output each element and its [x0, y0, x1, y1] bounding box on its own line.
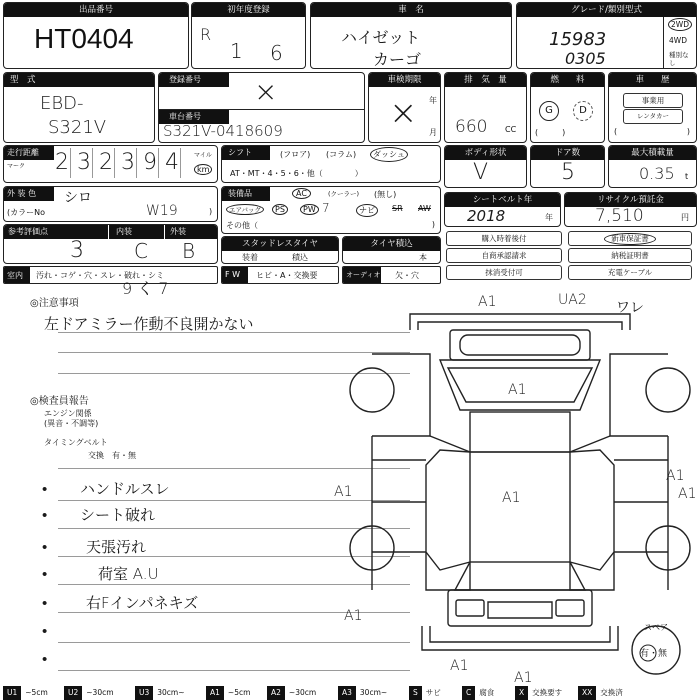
audio-box	[342, 266, 441, 284]
legend-item	[135, 686, 205, 700]
mileage-digit: 3	[76, 148, 93, 178]
report-item-3: 天張汚れ	[86, 538, 147, 556]
interior-box	[3, 266, 218, 284]
legend-value: 交換済	[600, 688, 623, 697]
legend-value: 30cm~	[359, 688, 388, 697]
windshield-label: F W	[225, 270, 241, 279]
note-line-1: 左ドアミラー作動不良開かない	[44, 315, 254, 333]
fuel-paren: ( )	[535, 128, 566, 137]
history-paren-open: (	[614, 127, 618, 136]
equip-ps-text: PS	[275, 205, 285, 214]
displacement-value: 660	[455, 117, 488, 137]
grade-label: グレード/類別型式	[517, 3, 696, 17]
interior-items: 汚れ・コゲ・穴・スレ・破れ・シミ	[36, 271, 164, 280]
doors-box	[530, 145, 605, 188]
legend-value: ~30cm	[86, 688, 114, 697]
legend-key: S	[409, 686, 422, 700]
doc-item-5: 納税証明書	[568, 248, 692, 263]
color-box	[3, 186, 218, 222]
legend-item	[338, 686, 408, 700]
history-rental: レンタカー	[623, 109, 683, 124]
shift-floor-text: フロア	[283, 150, 308, 159]
color-code-close: )	[209, 207, 213, 216]
lot-number-box	[3, 2, 189, 69]
legend-item	[515, 686, 577, 700]
studless-opt1: 装着	[242, 253, 258, 262]
tire-load-box	[342, 236, 441, 264]
studless-opt2: 積込	[292, 253, 308, 262]
legend-item	[3, 686, 63, 700]
damage-mark-5: A1	[334, 484, 353, 500]
equip-none-text: 無し	[377, 190, 394, 199]
first-registration-box	[191, 2, 306, 69]
fuel-g	[539, 101, 559, 121]
model-value-1: EBD-	[40, 93, 84, 114]
mileage-digit: 9	[142, 148, 159, 178]
studless-box	[221, 236, 339, 264]
evaluation-box	[3, 224, 218, 264]
equip-ps	[272, 204, 288, 215]
equipment-label: 装備品	[228, 189, 252, 198]
report-bullet-6: •	[42, 622, 48, 640]
color-code-label: (カラーNo	[7, 208, 45, 217]
legend-value: ~5cm	[25, 688, 48, 697]
legend-item	[578, 686, 642, 700]
car-diagram	[330, 290, 700, 686]
evaluation-value: 3	[70, 238, 84, 263]
report-bullet-7: •	[42, 650, 48, 668]
legend-value: サビ	[425, 688, 441, 697]
registration-month: 6	[270, 41, 283, 65]
studless-label: スタッドレスタイヤ	[222, 237, 338, 251]
doc-item-2: 自商承認請求	[446, 248, 562, 263]
legend-value: ~5cm	[227, 688, 251, 697]
legend-key: U3	[135, 686, 153, 700]
inspection-label: 車検期限	[369, 73, 440, 87]
shift-dash-text: ダッシュ	[373, 150, 405, 159]
doc-item-4-text: 新車保証書	[604, 233, 656, 245]
grade-value: 15983	[549, 29, 607, 50]
car-name-label: 車 名	[311, 3, 511, 17]
car-name-sub: カーゴ	[373, 50, 422, 69]
car-name-value: ハイゼット	[341, 28, 421, 47]
doors-label: ドア数	[531, 146, 604, 160]
color-code-value: W19	[146, 203, 178, 219]
exterior-grade-label: 外装	[170, 227, 186, 236]
mileage-miles: マイル	[194, 152, 212, 159]
inspection-year-unit: 年	[429, 96, 437, 105]
doc-item-4	[568, 231, 692, 246]
recycle-box	[564, 192, 697, 227]
model-box	[3, 72, 155, 143]
displacement-label: 排 気 量	[445, 73, 526, 87]
registration-era: R	[200, 25, 212, 44]
report-bullet-5: • 右Fインパネキズ	[42, 594, 199, 612]
fuel-g-text: G	[545, 105, 553, 116]
legend-value: 腐食	[479, 688, 495, 697]
legend-key: X	[515, 686, 528, 700]
displacement-box	[444, 72, 527, 143]
recycle-unit: 円	[681, 213, 689, 222]
damage-mark-1: A1	[478, 294, 497, 310]
model-value-2: S321V	[48, 117, 107, 138]
first-registration-label: 初年度登録	[192, 3, 305, 17]
capacity-value: 0.35	[639, 164, 675, 183]
windshield-box	[221, 266, 339, 284]
equip-ac-text: AC	[296, 189, 307, 198]
equip-cooler: (クーラー)	[328, 190, 360, 198]
doc-item-3: 抹消受付可	[446, 265, 562, 280]
equip-aw: AW	[418, 204, 431, 213]
chassis-number-label: 車台番号	[169, 112, 201, 121]
grade-box	[516, 2, 697, 69]
equip-pw-count: 7	[322, 201, 330, 215]
equip-navi	[356, 204, 378, 217]
shift-column-text: コラム	[329, 150, 354, 159]
report-item-5: 右Fインパネキズ	[86, 594, 199, 612]
fuel-d-text: D	[579, 105, 587, 116]
fuel-d	[573, 101, 593, 121]
legend-key: XX	[578, 686, 596, 700]
body-type-box	[444, 145, 527, 188]
drive-4wd: 4WD	[669, 36, 687, 45]
report-bullet-3: • 天張汚れ	[42, 538, 147, 556]
history-label: 車 歴	[609, 73, 696, 87]
report-bullet-1: • ハンドルスレ	[42, 480, 170, 498]
notes-title: ◎注意事項	[30, 298, 79, 309]
damage-mark-10: A1	[450, 658, 469, 674]
registration-number-mark: ×	[254, 75, 278, 108]
doors-value: 5	[561, 160, 575, 185]
equip-pw-text: PW	[303, 205, 316, 214]
damage-mark-8: A1	[344, 608, 363, 624]
equipment-box	[221, 186, 441, 234]
inspection-box	[368, 72, 441, 143]
mileage-box	[3, 145, 218, 183]
equip-other: その他（	[226, 221, 258, 230]
damage-mark-4: A1	[508, 382, 527, 398]
tire-load-label: タイヤ積込	[343, 237, 440, 251]
doc-item-6: 充電ケーブル	[568, 265, 692, 280]
drive-2wd-text: 2WD	[671, 20, 689, 29]
interior-grade-value: C	[134, 239, 148, 263]
report-item-1: ハンドルスレ	[80, 480, 170, 498]
capacity-box	[608, 145, 697, 188]
color-label: 外 装 色	[7, 189, 37, 198]
capacity-label: 最大積載量	[609, 146, 696, 160]
legend-item	[267, 686, 337, 700]
history-box	[608, 72, 697, 143]
shift-box	[221, 145, 441, 183]
equip-airbag	[226, 204, 264, 215]
legend-item	[206, 686, 266, 700]
recycle-value: 7,510	[595, 206, 644, 226]
equip-none: (無し)	[374, 190, 397, 199]
registration-number-box	[158, 72, 365, 143]
interior-marks: 9 く 7	[122, 279, 169, 298]
drive-none: 種別なし	[669, 51, 689, 67]
lot-number-label: 出品番号	[4, 3, 188, 17]
color-value: シロ	[64, 190, 92, 206]
inspection-mark: ×	[389, 93, 418, 133]
damage-mark-7: A1	[666, 468, 685, 484]
shift-row2: AT・MT・4・5・6・他（ ）	[230, 169, 363, 178]
windshield-items: ヒビ・A・交換要	[256, 271, 318, 280]
report-item-2: シート破れ	[80, 506, 156, 524]
shift-floor: (フロア)	[280, 150, 311, 159]
damage-mark-11: A1	[514, 670, 533, 686]
fuel-label: 燃 料	[531, 73, 604, 87]
legend-key: A3	[338, 686, 356, 700]
report-title: ◎検査員報告	[30, 396, 89, 407]
legend-value: 交換要す	[532, 688, 563, 697]
audio-items: 欠・穴	[395, 271, 419, 280]
equip-other-close: )	[431, 220, 435, 229]
seatbelt-box	[444, 192, 561, 227]
shift-label: シフト	[228, 148, 252, 157]
capacity-unit: t	[685, 172, 689, 181]
mileage-digit: 3	[120, 148, 137, 178]
body-type-label: ボディ形状	[445, 146, 526, 160]
legend-item	[462, 686, 514, 700]
body-type-value: V	[473, 160, 489, 185]
report-item-4: 荷室 A.U	[98, 565, 159, 583]
interior-label: 室内	[7, 271, 23, 280]
mileage-digit: 4	[164, 148, 181, 178]
engine-sub: (異音・不調等)	[44, 419, 99, 428]
damage-mark-2: UA2	[558, 292, 587, 308]
mileage-digit: 2	[98, 148, 115, 178]
model-label: 型 式	[4, 73, 154, 87]
registration-number-label: 登録番号	[169, 75, 201, 84]
timing-label: タイミングベルト	[44, 438, 108, 447]
seatbelt-label: シートベルト年	[445, 193, 560, 207]
seatbelt-unit: 年	[545, 213, 553, 222]
equip-ac	[292, 188, 311, 199]
report-bullet-2: • シート破れ	[42, 506, 156, 524]
legend-key: U2	[64, 686, 82, 700]
legend-value: 30cm~	[157, 688, 185, 697]
report-bullet-4: • 荷室 A.U	[42, 565, 159, 583]
inspection-month-unit: 月	[429, 128, 437, 137]
interior-grade-label: 内装	[116, 227, 132, 236]
legend-item	[64, 686, 134, 700]
displacement-unit: CC	[505, 125, 517, 134]
history-paren-close: )	[686, 127, 690, 136]
legend-item	[409, 686, 461, 700]
lot-number-value: HT0404	[34, 23, 134, 54]
mileage-km-text: km	[197, 165, 210, 174]
doc-item-1: 購入時着後付	[446, 231, 562, 246]
history-business: 事業用	[623, 93, 683, 108]
evaluation-label: 参考評価点	[8, 227, 48, 236]
engine-label: エンジン関係	[44, 409, 92, 418]
exterior-grade-value: B	[182, 239, 196, 263]
type-value: 0305	[565, 49, 606, 68]
drive-2wd	[668, 18, 692, 31]
legend-value: ~30cm	[288, 688, 317, 697]
registration-year: 1	[230, 39, 243, 63]
equip-pw	[300, 204, 319, 215]
shift-column: (コラム)	[326, 150, 357, 159]
legend-key: U1	[3, 686, 21, 700]
legend-key: C	[462, 686, 475, 700]
recycle-label: リサイクル預託金	[565, 193, 696, 207]
mileage-mark-label: マーク	[7, 163, 26, 170]
equip-airbag-text: エアバッグ	[229, 206, 261, 214]
legend-key: A2	[267, 686, 285, 700]
spare-label: スペア	[644, 623, 668, 632]
timing-value: 交換 有・無	[88, 451, 136, 460]
chassis-number-value: S321V-0418609	[163, 122, 283, 140]
spare-value: 有・無	[640, 649, 668, 659]
mileage-km	[194, 164, 212, 175]
fuel-box	[530, 72, 605, 143]
mileage-label: 走行距離	[7, 148, 39, 157]
shift-dash	[370, 147, 408, 162]
damage-mark-6: A1	[502, 490, 521, 506]
mileage-digit: 2	[54, 148, 71, 178]
damage-mark-9: A1	[678, 486, 697, 502]
audio-label: オーディオ	[346, 271, 381, 279]
seatbelt-value: 2018	[467, 207, 506, 225]
car-name-box	[310, 2, 512, 69]
documents-box	[444, 230, 697, 282]
tire-load-unit: 本	[419, 253, 427, 262]
legend-key: A1	[206, 686, 224, 700]
damage-mark-3: ワレ	[616, 300, 644, 316]
equip-cooler-text: クーラー	[330, 190, 357, 198]
equip-navi-text: ナビ	[359, 206, 375, 215]
equip-sr: SR	[392, 204, 403, 213]
